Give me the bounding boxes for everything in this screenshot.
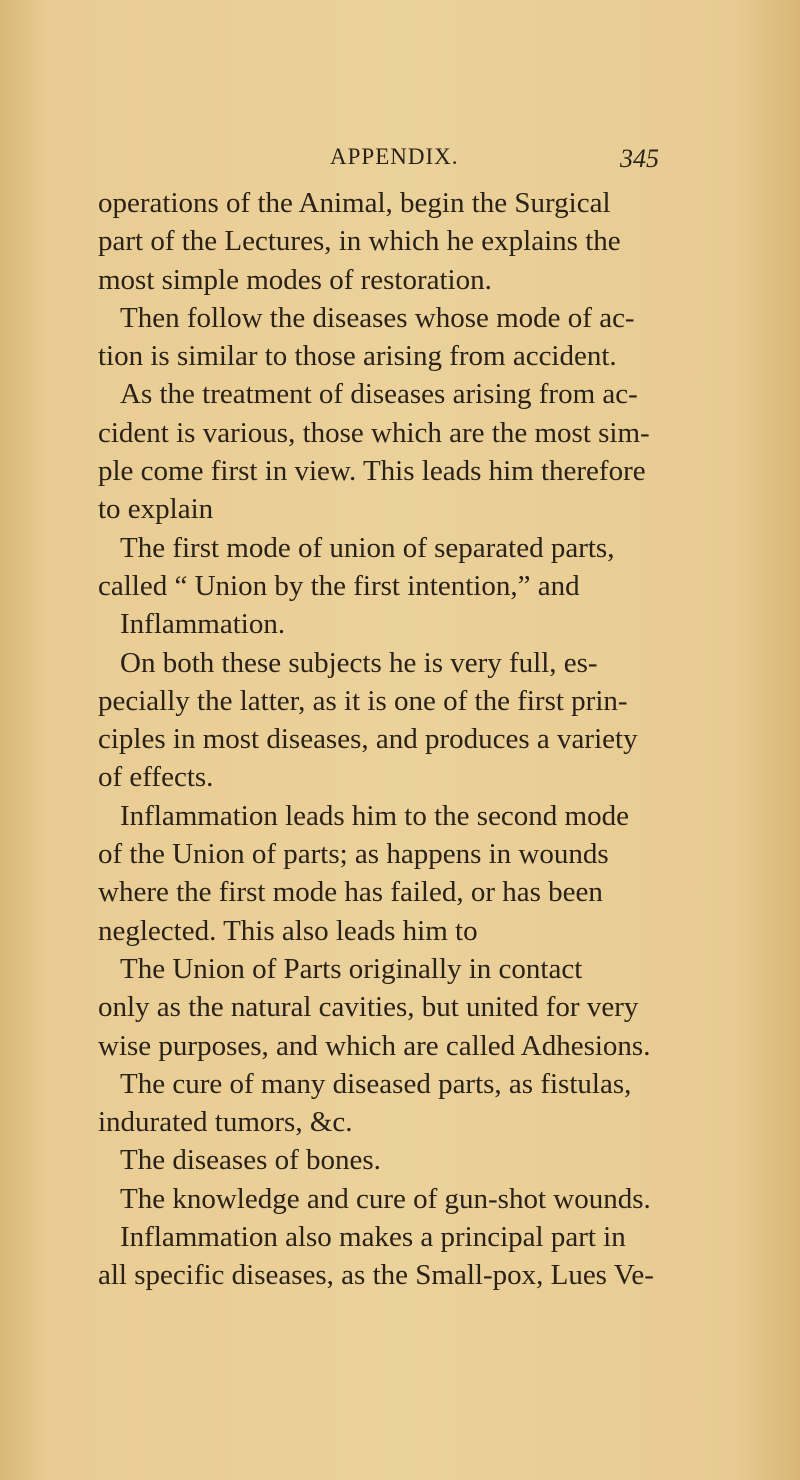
- text-line: The diseases of bones.: [120, 1144, 381, 1177]
- text-line: Inflammation also makes a principal part in: [120, 1221, 626, 1254]
- text-line: most simple modes of restoration.: [98, 263, 492, 296]
- page-header: [0, 144, 800, 180]
- text-line: The Union of Parts originally in contact: [120, 952, 583, 985]
- text-line: Inflammation.: [120, 608, 286, 641]
- text-line: wise purposes, and which are called Adhesions.: [98, 1029, 651, 1062]
- text-line: indurated tumors, &c.: [98, 1106, 353, 1139]
- text-line: The cure of many diseased parts, as fistulas,: [120, 1067, 632, 1100]
- text-line: where the first mode has failed, or has been: [98, 876, 603, 909]
- text-line: neglected. This also leads him to: [98, 914, 478, 947]
- text-line: ciples in most diseases, and produces a variety: [98, 723, 638, 756]
- text-line: operations of the Animal, begin the Surgical: [98, 187, 611, 219]
- text-line: of the Union of parts; as happens in wounds: [98, 838, 609, 871]
- text-line: ple come first in view. This leads him therefore: [98, 455, 646, 488]
- running-head: APPENDIX.: [330, 144, 459, 169]
- text-line: The knowledge and cure of gun-shot wounds.: [120, 1182, 651, 1215]
- text-line: As the treatment of diseases arising from ac-: [120, 378, 638, 411]
- page-number: 345: [620, 144, 659, 173]
- text-line: to explain: [98, 493, 214, 526]
- text-line: only as the natural cavities, but united for very: [98, 991, 639, 1024]
- text-line: of effects.: [98, 761, 214, 794]
- text-line: pecially the latter, as it is one of the first prin-: [98, 684, 628, 717]
- body-text: [98, 184, 710, 1295]
- text-line: part of the Lectures, in which he explains the: [98, 225, 621, 258]
- text-line: On both these subjects he is very full, es-: [120, 646, 598, 679]
- text-line: Inflammation leads him to the second mode: [120, 799, 629, 832]
- text-line: The first mode of union of separated parts,: [120, 531, 615, 564]
- text-line: Then follow the diseases whose mode of ac-: [120, 301, 635, 334]
- text-line: called “ Union by the first intention,” and: [98, 569, 580, 602]
- text-line: all specific diseases, as the Small-pox, Lues Ve-: [98, 1259, 654, 1292]
- text-line: cident is various, those which are the most sim-: [98, 416, 650, 449]
- text-line: tion is similar to those arising from accident.: [98, 340, 617, 373]
